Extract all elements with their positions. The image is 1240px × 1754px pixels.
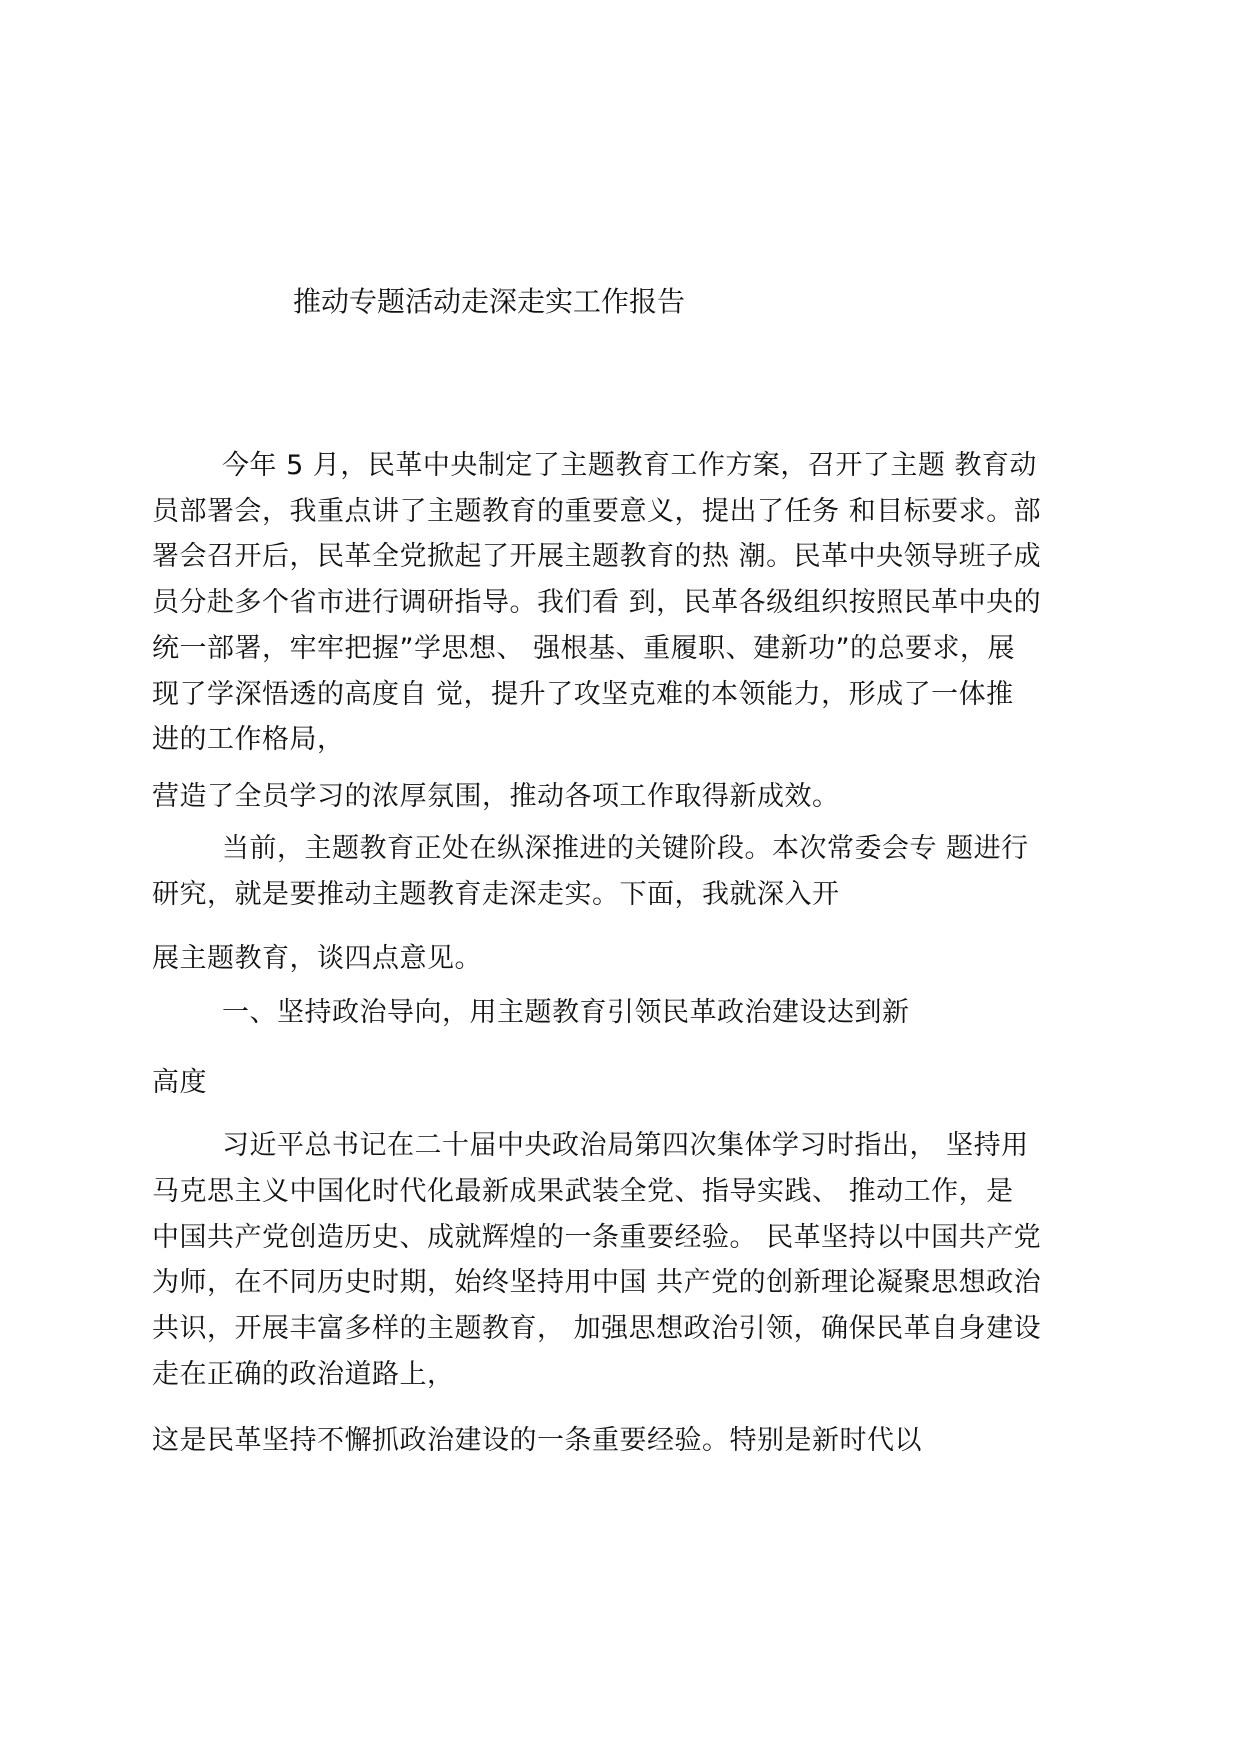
section-heading: 一、坚持政治导向，用主题教育引领民革政治建设达到新 <box>222 997 910 1028</box>
text-line: 员部署会，我重点讲了主题教育的重要意义，提出了任务 和目标要求。部 <box>152 496 1042 527</box>
text-line: 这是民革坚持不懈抓政治建设的一条重要经验。特别是新时代以 <box>152 1425 922 1456</box>
text-line: 进的工作格局， <box>152 724 345 755</box>
text-line: 展主题教育，谈四点意见。 <box>152 943 482 974</box>
text-line: 署会召开后，民革全党掀起了开展主题教育的热 潮。民革中央领导班子成 <box>152 541 1042 572</box>
text-line: 马克思主义中国化时代化最新成果武装全党、指导实践、 推动工作，是 <box>152 1176 1014 1207</box>
text-line: 研究，就是要推动主题教育走深走实。下面，我就深入开 <box>152 879 840 910</box>
text-line: 中国共产党创造历史、成就辉煌的一条重要经验。 民革坚持以中国共产党 <box>152 1222 1042 1253</box>
text-line: 营造了全员学习的浓厚氛围，推动各项工作取得新成效。 <box>152 781 840 812</box>
text-line: 现了学深悟透的高度自 觉，提升了攻坚克难的本领能力，形成了一体推 <box>152 679 1014 710</box>
text-line: 为师，在不同历史时期，始终坚持用中国 共产党的创新理论凝聚思想政治 <box>152 1267 1042 1298</box>
text-line: 当前，主题教育正处在纵深推进的关键阶段。本次常委会专 题进行 <box>222 833 1029 864</box>
text-line: 员分赴多个省市进行调研指导。我们看 到，民革各级组织按照民革中央的 <box>152 587 1042 618</box>
section-heading-continued: 高度 <box>152 1067 207 1098</box>
text-line: 共识，开展丰富多样的主题教育， 加强思想政治引领，确保民革自身建设 <box>152 1313 1042 1344</box>
text-line: 习近平总书记在二十届中央政治局第四次集体学习时指出， 坚持用 <box>222 1130 1029 1161</box>
text-line: 今年 5 月，民革中央制定了主题教育工作方案，召开了主题 教育动 <box>222 450 1037 481</box>
text-line: 统一部署，牢牢把握”学思想、 强根基、重履职、建新功”的总要求，展 <box>152 633 1016 664</box>
text-line: 走在正确的政治道路上， <box>152 1359 455 1390</box>
document-title: 推动专题活动走深走实工作报告 <box>293 285 686 318</box>
